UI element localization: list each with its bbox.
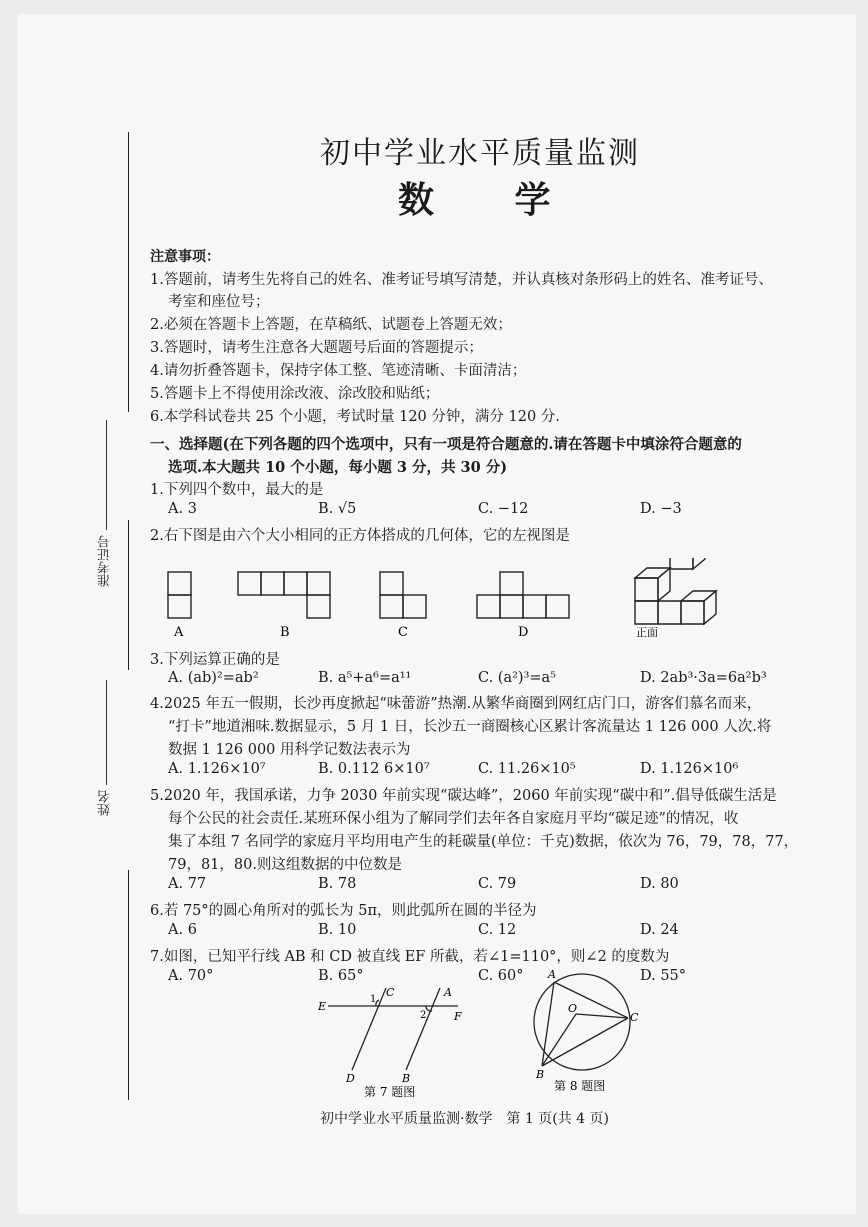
- fig7-label-b: B: [402, 1072, 411, 1085]
- note-item: 4.请勿折叠答题卡，保持字体工整、笔迹清晰、卡面清洁；: [150, 363, 527, 379]
- q3-stem: 3.下列运算正确的是: [150, 652, 280, 668]
- q4-option-c: C. 11.26×10⁵: [478, 761, 576, 777]
- q5-line: 79，81，80.则这组数据的中位数是: [168, 857, 402, 873]
- q1-option-a: A. 3: [168, 501, 197, 517]
- fig7-label-d: D: [346, 1072, 355, 1085]
- q7-stem: 7.如图，已知平行线 AB 和 CD 被直线 EF 所截，若∠1=110°，则∠2 的度数为: [150, 949, 670, 965]
- q6-option-c: C. 12: [478, 922, 517, 938]
- q3-option-d: D. 2ab³·3a=6a²b³: [640, 670, 767, 686]
- fig8-label-a: A: [548, 968, 556, 981]
- q2-stem: 2.右下图是由六个大小相同的正方体搭成的几何体，它的左视图是: [150, 528, 570, 544]
- note-item: 2.必须在答题卡上答题，在草稿纸、试题卷上答题无效；: [150, 317, 512, 333]
- fig7-label-c: C: [386, 988, 395, 999]
- q4-option-a: A. 1.126×10⁷: [168, 761, 266, 777]
- margin-line-top: [128, 132, 129, 412]
- q7-option-c: C. 60°: [478, 968, 524, 984]
- q6-option-b: B. 10: [318, 922, 357, 938]
- q5-line: 每个公民的社会责任.某班环保小组为了解同学们去年各自家庭月平均“碳足迹”的情况，收: [168, 811, 739, 827]
- q3-option-a: A. (ab)²=ab²: [168, 670, 259, 686]
- notes-heading: 注意事项：: [150, 249, 220, 265]
- fig8-label-b: B: [536, 1068, 545, 1081]
- name-label: 姓名: [98, 790, 113, 816]
- q6-option-a: A. 6: [168, 922, 197, 938]
- fig8-caption: 第 8 题图: [554, 1079, 606, 1093]
- exam-number-label: 准考证号: [98, 535, 113, 587]
- q2-label-c: C: [398, 625, 408, 640]
- fig7-label-f: F: [454, 1010, 462, 1023]
- q4-line: 4.2025 年五一假期，长沙再度掀起“味蕾游”热潮.从繁华商圈到网红店门口，游客们慕名而来，: [150, 696, 762, 712]
- section-heading-cont: 选项.本大题共 10 个小题，每小题 3 分，共 30 分): [168, 459, 508, 476]
- q4-option-b: B. 0.112 6×10⁷: [318, 761, 430, 777]
- fig7-label-e: E: [318, 1000, 327, 1013]
- q8-figure: [520, 966, 650, 1096]
- margin-line-bottom: [128, 870, 129, 1100]
- note-item: 考室和座位号；: [168, 294, 270, 310]
- q2-figures: [150, 558, 820, 643]
- q6-stem: 6.若 75°的圆心角所对的弧长为 5π，则此弧所在圆的半径为: [150, 903, 537, 919]
- q5-option-b: B. 78: [318, 876, 357, 892]
- q1-option-b: B. √5: [318, 501, 357, 517]
- q4-line: “打卡”地道湘味.数据显示，5 月 1 日，长沙五一商圈核心区累计客流量达 1 126 000 人次.将: [168, 719, 772, 735]
- q2-label-d: D: [518, 625, 529, 640]
- q1-option-d: D. −3: [640, 501, 682, 517]
- q6-option-d: D. 24: [640, 922, 679, 938]
- subject-title: 数 学: [398, 179, 585, 221]
- q4-option-d: D. 1.126×10⁶: [640, 761, 739, 777]
- note-item: 3.答题时，请考生注意各大题题号后面的答题提示；: [150, 340, 483, 356]
- q5-line: 5.2020 年，我国承诺，力争 2030 年前实现“碳达峰”，2060 年前实现“碳中和”.倡导低碳生活是: [150, 788, 777, 804]
- q5-line: 集了本组 7 名同学的家庭月平均用电产生的耗碳量(单位：千克)数据，依次为 76，79，78，77，: [168, 834, 799, 850]
- note-item: 5.答题卡上不得使用涂改液、涂改胶和贴纸；: [150, 386, 440, 402]
- q2-label-a: A: [174, 625, 184, 640]
- q3-option-c: C. (a²)³=a⁵: [478, 670, 556, 686]
- q3-option-b: B. a⁵+a⁶=a¹¹: [318, 670, 412, 686]
- q5-option-a: A. 77: [168, 876, 207, 892]
- q1-option-c: C. −12: [478, 501, 529, 517]
- margin-line-mid: [128, 520, 129, 670]
- fig7-angle-2: 2: [420, 1010, 427, 1021]
- fig7-label-a: A: [444, 988, 452, 999]
- q2-label-b: B: [280, 625, 290, 640]
- q4-line: 数据 1 126 000 用科学记数法表示为: [168, 742, 411, 758]
- q5-option-d: D. 80: [640, 876, 679, 892]
- section-heading: 一、选择题(在下列各题的四个选项中，只有一项是符合题意的.请在答题卡中填涂符合题意的: [150, 436, 742, 453]
- exam-title: 初中学业水平质量监测: [320, 136, 640, 171]
- note-item: 1.答题前，请考生先将自己的姓名、准考证号填写清楚，并认真核对条形码上的姓名、准考证号、: [150, 272, 773, 288]
- q2-front-label: 正面: [636, 626, 658, 639]
- q1-stem: 1.下列四个数中，最大的是: [150, 482, 324, 498]
- note-item: 6.本学科试卷共 25 个小题，考试时量 120 分钟，满分 120 分.: [150, 409, 560, 425]
- q7-option-b: B. 65°: [318, 968, 364, 984]
- fig7-caption: 第 7 题图: [364, 1085, 416, 1099]
- q7-option-d: D. 55°: [640, 968, 687, 984]
- q5-option-c: C. 79: [478, 876, 517, 892]
- page-footer: 初中学业水平质量监测·数学 第 1 页(共 4 页): [320, 1111, 609, 1127]
- q7-figure: [318, 988, 478, 1100]
- q7-option-a: A. 70°: [168, 968, 214, 984]
- name-underline: [106, 680, 107, 785]
- fig8-label-c: C: [630, 1011, 639, 1024]
- fig7-angle-1: 1: [370, 994, 377, 1005]
- fig8-label-o: O: [568, 1002, 578, 1015]
- exam-number-underline: [106, 420, 107, 530]
